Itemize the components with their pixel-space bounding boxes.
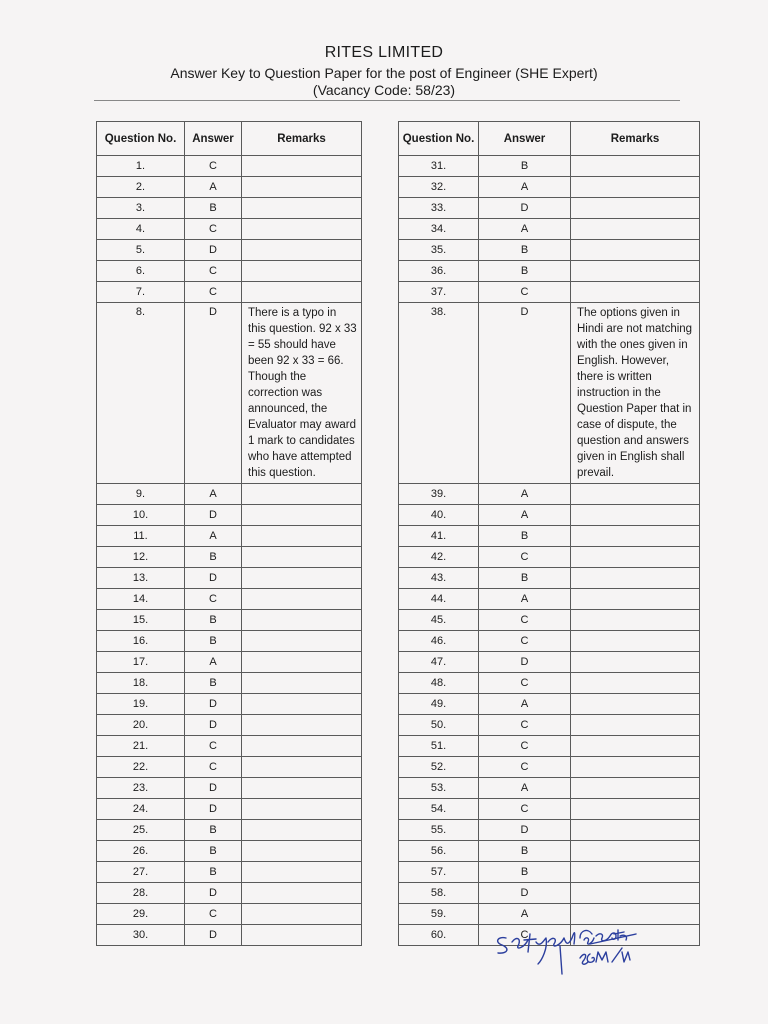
question-number-cell: 45. xyxy=(399,610,479,631)
table-row xyxy=(97,694,362,715)
column-header-answer: Answer xyxy=(185,122,242,156)
remarks-cell xyxy=(571,883,700,904)
table-row xyxy=(399,589,700,610)
table-row xyxy=(399,505,700,526)
answer-cell: B xyxy=(185,862,242,883)
question-number-cell: 35. xyxy=(399,240,479,261)
table-row xyxy=(97,282,362,303)
question-number-cell: 30. xyxy=(97,925,185,946)
table-row xyxy=(399,652,700,673)
question-number-cell: 10. xyxy=(97,505,185,526)
remarks-cell xyxy=(242,799,362,820)
remarks-cell xyxy=(571,778,700,799)
answer-cell: D xyxy=(185,925,242,946)
table-row xyxy=(97,261,362,282)
question-number-cell: 9. xyxy=(97,484,185,505)
table-row xyxy=(399,547,700,568)
answer-cell: C xyxy=(479,799,571,820)
remarks-cell xyxy=(571,156,700,177)
table-row xyxy=(399,219,700,240)
question-number-cell: 40. xyxy=(399,505,479,526)
answer-cell: D xyxy=(185,799,242,820)
column-header-remarks: Remarks xyxy=(242,122,362,156)
question-number-cell: 5. xyxy=(97,240,185,261)
answer-cell: B xyxy=(185,547,242,568)
remarks-cell xyxy=(242,757,362,778)
document-header xyxy=(0,44,768,99)
header-divider xyxy=(94,100,680,101)
remarks-cell xyxy=(242,841,362,862)
answer-cell: C xyxy=(185,261,242,282)
table-row xyxy=(97,925,362,946)
table-row xyxy=(399,261,700,282)
table-row xyxy=(97,303,362,484)
table-row xyxy=(97,610,362,631)
question-number-cell: 42. xyxy=(399,547,479,568)
answer-cell: D xyxy=(479,198,571,219)
question-number-cell: 29. xyxy=(97,904,185,925)
remarks-cell xyxy=(242,177,362,198)
remarks-cell xyxy=(242,904,362,925)
answer-cell: A xyxy=(479,177,571,198)
remarks-cell xyxy=(571,240,700,261)
table-row xyxy=(399,198,700,219)
table-row xyxy=(97,862,362,883)
question-number-cell: 15. xyxy=(97,610,185,631)
table-row xyxy=(399,631,700,652)
question-number-cell: 21. xyxy=(97,736,185,757)
question-number-cell: 13. xyxy=(97,568,185,589)
table-row xyxy=(97,219,362,240)
answer-cell: C xyxy=(479,715,571,736)
document-title: RITES LIMITED xyxy=(324,44,444,61)
answer-cell: D xyxy=(479,303,571,484)
answer-cell: A xyxy=(185,526,242,547)
answer-cell: B xyxy=(479,261,571,282)
answer-cell: D xyxy=(479,883,571,904)
question-number-cell: 24. xyxy=(97,799,185,820)
table-row xyxy=(399,799,700,820)
answer-cell: C xyxy=(479,736,571,757)
table-row xyxy=(97,156,362,177)
table-row xyxy=(399,240,700,261)
remarks-cell xyxy=(571,198,700,219)
table-row xyxy=(399,673,700,694)
remarks-cell xyxy=(242,715,362,736)
question-number-cell: 17. xyxy=(97,652,185,673)
question-number-cell: 52. xyxy=(399,757,479,778)
question-number-cell: 37. xyxy=(399,282,479,303)
remarks-cell xyxy=(242,736,362,757)
question-number-cell: 26. xyxy=(97,841,185,862)
answer-cell: B xyxy=(479,526,571,547)
answer-cell: B xyxy=(479,862,571,883)
question-number-cell: 34. xyxy=(399,219,479,240)
remarks-cell xyxy=(242,198,362,219)
remarks-cell xyxy=(242,652,362,673)
table-row xyxy=(97,484,362,505)
answer-cell: D xyxy=(185,883,242,904)
remarks-cell xyxy=(571,652,700,673)
table-row xyxy=(399,526,700,547)
question-number-cell: 12. xyxy=(97,547,185,568)
question-number-cell: 7. xyxy=(97,282,185,303)
remarks-cell xyxy=(242,505,362,526)
remarks-cell xyxy=(571,282,700,303)
question-number-cell: 39. xyxy=(399,484,479,505)
remarks-cell xyxy=(242,778,362,799)
answer-cell: A xyxy=(479,505,571,526)
remarks-cell xyxy=(242,156,362,177)
table-row xyxy=(399,610,700,631)
question-number-cell: 41. xyxy=(399,526,479,547)
question-number-cell: 57. xyxy=(399,862,479,883)
table-row xyxy=(97,757,362,778)
question-number-cell: 14. xyxy=(97,589,185,610)
answer-key-table-left xyxy=(96,121,362,946)
question-number-cell: 53. xyxy=(399,778,479,799)
table-row xyxy=(97,198,362,219)
answer-cell: B xyxy=(479,568,571,589)
question-number-cell: 48. xyxy=(399,673,479,694)
remarks-cell xyxy=(242,610,362,631)
answer-rows-right xyxy=(399,156,700,946)
table-row xyxy=(399,156,700,177)
question-number-cell: 20. xyxy=(97,715,185,736)
question-number-cell: 16. xyxy=(97,631,185,652)
table-row xyxy=(399,820,700,841)
table-row xyxy=(399,757,700,778)
answer-cell: A xyxy=(479,219,571,240)
remarks-cell xyxy=(571,715,700,736)
answer-cell: B xyxy=(479,240,571,261)
table-row xyxy=(97,841,362,862)
remarks-cell xyxy=(242,261,362,282)
remarks-cell xyxy=(571,526,700,547)
table-row xyxy=(399,694,700,715)
remarks-cell xyxy=(571,841,700,862)
question-number-cell: 59. xyxy=(399,904,479,925)
answer-cell: B xyxy=(479,156,571,177)
answer-cell: A xyxy=(185,177,242,198)
question-number-cell: 31. xyxy=(399,156,479,177)
table-row xyxy=(97,589,362,610)
answer-cell: A xyxy=(185,484,242,505)
remarks-cell xyxy=(242,820,362,841)
remarks-cell xyxy=(242,673,362,694)
question-number-cell: 33. xyxy=(399,198,479,219)
remarks-cell xyxy=(242,694,362,715)
table-row xyxy=(97,568,362,589)
answer-cell: C xyxy=(479,673,571,694)
answer-cell: D xyxy=(185,505,242,526)
question-number-cell: 50. xyxy=(399,715,479,736)
table-row xyxy=(97,240,362,261)
question-number-cell: 44. xyxy=(399,589,479,610)
table-row xyxy=(97,904,362,925)
remarks-cell xyxy=(571,219,700,240)
question-number-cell: 18. xyxy=(97,673,185,694)
table-row xyxy=(97,631,362,652)
answer-cell: D xyxy=(185,778,242,799)
answer-rows-left xyxy=(97,156,362,946)
column-header-remarks: Remarks xyxy=(571,122,700,156)
answer-cell: C xyxy=(185,736,242,757)
question-number-cell: 6. xyxy=(97,261,185,282)
answer-cell: D xyxy=(185,694,242,715)
question-number-cell: 28. xyxy=(97,883,185,904)
answer-cell: D xyxy=(185,568,242,589)
question-number-cell: 32. xyxy=(399,177,479,198)
question-number-cell: 51. xyxy=(399,736,479,757)
answer-key-table-right xyxy=(398,121,700,946)
answer-cell: C xyxy=(479,547,571,568)
answer-cell: B xyxy=(185,673,242,694)
remarks-cell xyxy=(242,883,362,904)
answer-cell: C xyxy=(185,282,242,303)
remarks-cell xyxy=(242,589,362,610)
handwritten-signature xyxy=(488,908,638,978)
remarks-cell xyxy=(242,631,362,652)
answer-cell: B xyxy=(185,820,242,841)
question-number-cell: 8. xyxy=(97,303,185,484)
remarks-cell: The options given in Hindi are not matching with the ones given in English. However, there is written instruction in the Question Paper that in case of dispute, the question and answers given in English shall prevail. xyxy=(571,303,700,484)
remarks-cell xyxy=(242,547,362,568)
remarks-cell xyxy=(571,862,700,883)
table-row xyxy=(399,282,700,303)
remarks-cell xyxy=(242,282,362,303)
answer-cell: C xyxy=(185,589,242,610)
question-number-cell: 3. xyxy=(97,198,185,219)
table-row xyxy=(97,505,362,526)
remarks-cell xyxy=(571,736,700,757)
table-row xyxy=(399,177,700,198)
remarks-cell xyxy=(242,568,362,589)
answer-cell: C xyxy=(185,757,242,778)
remarks-cell xyxy=(571,547,700,568)
answer-cell: C xyxy=(185,904,242,925)
question-number-cell: 55. xyxy=(399,820,479,841)
remarks-cell xyxy=(242,526,362,547)
answer-cell: A xyxy=(479,778,571,799)
table-row xyxy=(97,883,362,904)
table-row xyxy=(399,862,700,883)
remarks-cell: There is a typo in this question. 92 x 33 = 55 should have been 92 x 33 = 66. Though the correction was announced, the Evaluator may award 1 mark to candidates who have attempted this question. xyxy=(242,303,362,484)
question-number-cell: 19. xyxy=(97,694,185,715)
answer-cell: A xyxy=(185,652,242,673)
question-number-cell: 47. xyxy=(399,652,479,673)
answer-cell: D xyxy=(185,715,242,736)
question-number-cell: 11. xyxy=(97,526,185,547)
question-number-cell: 46. xyxy=(399,631,479,652)
question-number-cell: 49. xyxy=(399,694,479,715)
answer-cell: B xyxy=(185,198,242,219)
answer-cell: C xyxy=(479,925,571,946)
answer-cell: D xyxy=(479,820,571,841)
remarks-cell xyxy=(242,240,362,261)
remarks-cell xyxy=(242,219,362,240)
table-row xyxy=(97,736,362,757)
table-row xyxy=(399,715,700,736)
remarks-cell xyxy=(571,820,700,841)
table-row xyxy=(97,778,362,799)
answer-cell: B xyxy=(479,841,571,862)
column-header-answer: Answer xyxy=(479,122,571,156)
remarks-cell xyxy=(571,589,700,610)
table-row xyxy=(399,568,700,589)
question-number-cell: 56. xyxy=(399,841,479,862)
remarks-cell xyxy=(571,261,700,282)
table-row xyxy=(399,883,700,904)
question-number-cell: 60. xyxy=(399,925,479,946)
question-number-cell: 38. xyxy=(399,303,479,484)
answer-cell: C xyxy=(479,631,571,652)
remarks-cell xyxy=(571,673,700,694)
remarks-cell xyxy=(571,799,700,820)
remarks-cell xyxy=(571,568,700,589)
answer-cell: C xyxy=(479,757,571,778)
question-number-cell: 2. xyxy=(97,177,185,198)
answer-cell: A xyxy=(479,904,571,925)
table-row xyxy=(97,547,362,568)
question-number-cell: 58. xyxy=(399,883,479,904)
remarks-cell xyxy=(571,177,700,198)
answer-cell: C xyxy=(185,156,242,177)
vacancy-code: (Vacancy Code: 58/23) xyxy=(312,82,456,98)
question-number-cell: 1. xyxy=(97,156,185,177)
remarks-cell xyxy=(242,484,362,505)
question-number-cell: 36. xyxy=(399,261,479,282)
remarks-cell xyxy=(571,631,700,652)
answer-cell: C xyxy=(479,282,571,303)
column-header-question: Question No. xyxy=(97,122,185,156)
question-number-cell: 4. xyxy=(97,219,185,240)
table-row xyxy=(399,736,700,757)
answer-cell: A xyxy=(479,484,571,505)
table-row xyxy=(399,778,700,799)
question-number-cell: 43. xyxy=(399,568,479,589)
answer-cell: C xyxy=(185,219,242,240)
column-header-question: Question No. xyxy=(399,122,479,156)
question-number-cell: 22. xyxy=(97,757,185,778)
remarks-cell xyxy=(571,757,700,778)
table-row xyxy=(97,820,362,841)
signature xyxy=(488,908,638,978)
answer-cell: B xyxy=(185,631,242,652)
question-number-cell: 25. xyxy=(97,820,185,841)
question-number-cell: 54. xyxy=(399,799,479,820)
question-number-cell: 23. xyxy=(97,778,185,799)
answer-cell: D xyxy=(479,652,571,673)
table-row xyxy=(97,673,362,694)
remarks-cell xyxy=(571,505,700,526)
remarks-cell xyxy=(571,694,700,715)
answer-cell: C xyxy=(479,610,571,631)
answer-cell: B xyxy=(185,610,242,631)
table-row xyxy=(399,841,700,862)
table-row xyxy=(97,715,362,736)
answer-cell: A xyxy=(479,694,571,715)
table-row xyxy=(97,652,362,673)
document-subtitle: Answer Key to Question Paper for the post of Engineer (SHE Expert) xyxy=(170,65,598,81)
table-row xyxy=(97,177,362,198)
remarks-cell xyxy=(571,484,700,505)
table-row xyxy=(97,526,362,547)
answer-cell: A xyxy=(479,589,571,610)
answer-cell: B xyxy=(185,841,242,862)
answer-cell: D xyxy=(185,303,242,484)
remarks-cell xyxy=(571,610,700,631)
answer-cell: D xyxy=(185,240,242,261)
remarks-cell xyxy=(242,925,362,946)
question-number-cell: 27. xyxy=(97,862,185,883)
table-row xyxy=(399,303,700,484)
table-row xyxy=(399,484,700,505)
remarks-cell xyxy=(242,862,362,883)
table-row xyxy=(97,799,362,820)
